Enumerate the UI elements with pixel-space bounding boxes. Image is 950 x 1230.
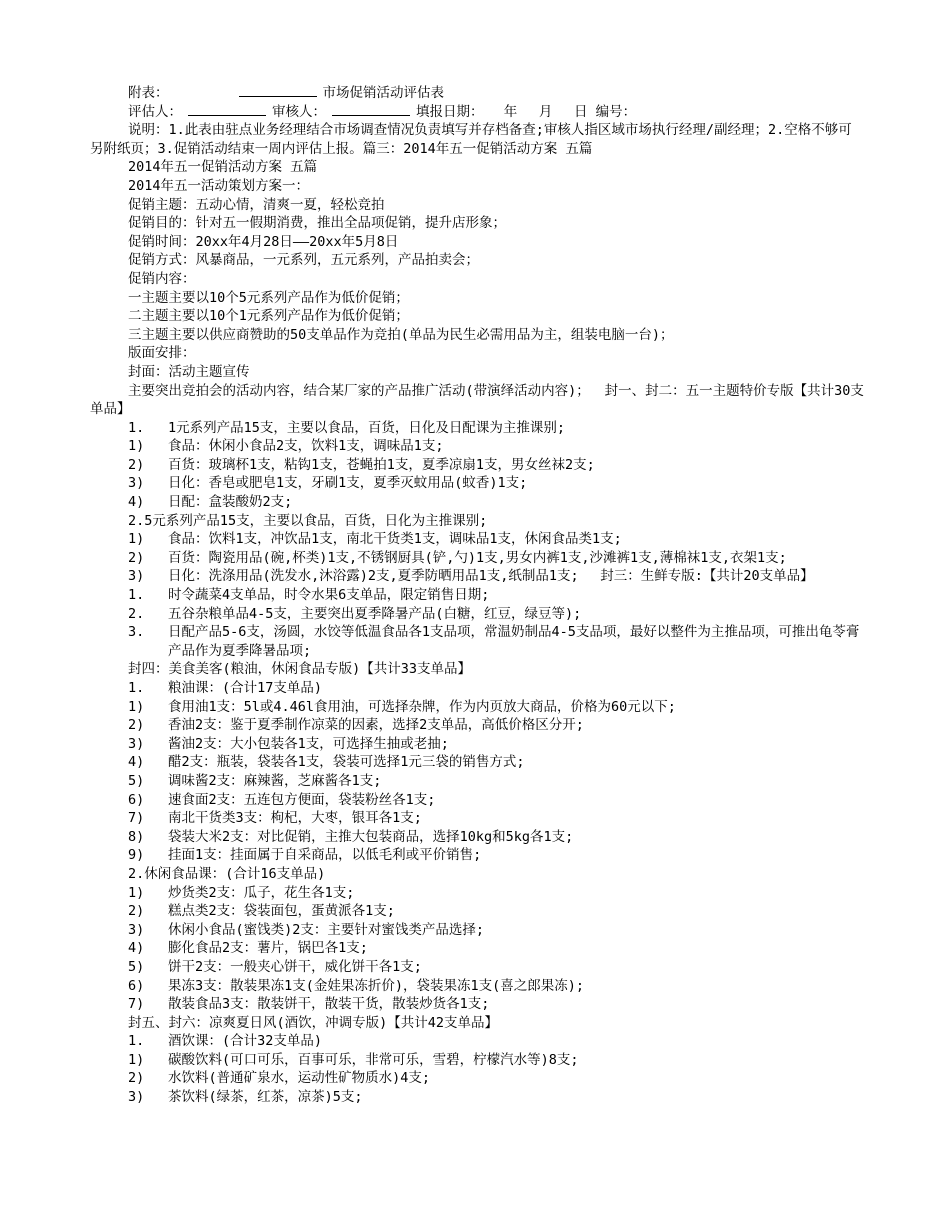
list-item: 3) 休闲小食品(蜜饯类)2支：主要针对蜜饯类产品选择;: [128, 921, 485, 938]
form-title: 市场促销活动评估表: [322, 85, 444, 101]
list-item: 1) 碳酸饮料(可口可乐，百事可乐，非常可乐，雪碧，柠檬汽水等)8支;: [128, 1051, 579, 1068]
section-5-title: 2.休闲食品课：(合计16支单品): [128, 865, 326, 882]
intro-line: 2014年五一活动策划方案一：: [128, 177, 310, 194]
list-item: 7) 散装食品3支：散装饼干，散装干货，散装炒货各1支;: [128, 996, 490, 1013]
list-item: 5) 饼干2支：一般夹心饼干，威化饼干各1支;: [128, 958, 422, 975]
list-item: 6) 果冻3支：散装果冻1支(金娃果冻折价)，袋装果冻1支(喜之郎果冻);: [128, 977, 585, 994]
list-item: 2) 百货：陶瓷用品(碗,杯类)1支,不锈钢厨具(铲,勺)1支,男女内裤1支,沙滩裤1支,薄棉袜1支,衣架1支;: [128, 549, 787, 566]
list-item: 1. 酒饮课：(合计32支单品): [128, 1033, 323, 1050]
list-item: 3) 茶饮料(绿茶，红茶，凉茶)5支;: [128, 1089, 363, 1106]
section-4-title: 封四：美食美客(粮油，休闲食品专版)【共计33支单品】: [128, 661, 472, 678]
list-item: 1. 1元系列产品15支，主要以食品，百货，日化及日配课为主推课别;: [128, 419, 566, 436]
assessor-blank: [188, 103, 266, 116]
list-item: 1) 炒货类2支：瓜子，花生各1支;: [128, 884, 355, 901]
section-1-list: [90, 419, 864, 512]
reviewer-label: 审核人：: [272, 103, 326, 120]
list-item: 2) 水饮料(普通矿泉水，运动性矿物质水)4支;: [128, 1070, 431, 1087]
intro-line: 促销方式：风暴商品，一元系列，五元系列，产品拍卖会；: [128, 252, 479, 269]
intro-line: 促销主题：五动心情，清爽一夏，轻松竞拍: [128, 196, 385, 213]
list-item: 2. 五谷杂粮单品4-5支，主要突出夏季降暑产品(白糖，红豆，绿豆等);: [128, 605, 582, 622]
intro-block: [90, 158, 864, 381]
list-item: 4) 日配：盒装酸奶2支;: [128, 494, 293, 511]
list-item: 7) 南北干货类3支：枸杞，大枣，银耳各1支;: [128, 810, 422, 827]
list-item: 8) 袋装大米2支：对比促销，主推大包装商品，选择10kg和5kg各1支;: [128, 828, 574, 845]
section-3-list: [90, 586, 864, 660]
note-paragraph: 说明：1.此表由驻点业务经理结合市场调查情况负责填写并存档备查;审核人指区域市场执行经理/副经理；2.空格不够可另附纸页；3.促销活动结束一周内评估上报。篇三：2014年五一促销活动方案 五篇: [90, 122, 852, 157]
intro-line: 一主题主要以10个5元系列产品作为低价促销；: [128, 289, 409, 306]
list-item: 1) 食品：饮料1支，冲饮品1支，南北干货类1支，调味品1支，休闲食品类1支;: [128, 531, 622, 548]
section-6-list: [90, 1032, 864, 1106]
section-4-list: [90, 679, 864, 865]
list-item: 6) 速食面2支：五连包方便面，袋装粉丝各1支;: [128, 791, 436, 808]
intro-line: 促销时间：20xx年4月28日——20xx年5月8日: [128, 233, 399, 250]
intro-line: 促销目的：针对五一假期消费，推出全品项促销，提升店形象；: [128, 215, 506, 232]
list-item: 2) 糕点类2支：袋装面包，蛋黄派各1支;: [128, 903, 395, 920]
list-item: 5) 调味酱2支：麻辣酱，芝麻酱各1支;: [128, 772, 382, 789]
list-item: 2) 香油2支：鉴于夏季制作凉菜的因素，选择2支单品，高低价格区分开;: [128, 717, 584, 734]
intro-line: 三主题主要以供应商赞助的50支单品作为竞拍(单品为民生必需用品为主，组装电脑一台)；: [128, 326, 674, 343]
section-2-list: [90, 530, 864, 586]
list-item: 3. 日配产品5-6支，汤圆，水饺等低温食品各1支品项，常温奶制品4-5支品项，最好以整件为主推品项，可推出龟苓膏产品作为夏季降暑品项;: [128, 624, 860, 659]
section-5-list: [90, 884, 864, 1014]
list-item: 3) 日化：洗涤用品(洗发水,沐浴露)2支,夏季防晒用品1支,纸制品1支; 封三：生鲜专版:【共计20支单品】: [128, 568, 814, 585]
list-item: 4) 醋2支：瓶装，袋装各1支，袋装可选择1元三袋的销售方式;: [128, 754, 525, 771]
intro-line: 2014年五一促销活动方案 五篇: [128, 159, 318, 176]
list-item: 1. 粮油课：(合计17支单品): [128, 680, 323, 696]
list-item: 4) 膨化食品2支：薯片，锅巴各1支;: [128, 940, 368, 957]
section-2-title: 2.5元系列产品15支，主要以食品，百货，日化为主推课别;: [128, 512, 488, 529]
header-line-1: [90, 84, 864, 103]
section-6-title: 封五、封六：凉爽夏日风(酒饮，冲调专版)【共计42支单品】: [128, 1014, 499, 1031]
date-number-label: 填报日期： 年 月 日 编号：: [416, 103, 637, 120]
intro-line: 封面：活动主题宣传: [128, 363, 250, 380]
list-item: 1. 时令蔬菜4支单品，时令水果6支单品，限定销售日期;: [128, 587, 490, 604]
header-line-2: [90, 103, 864, 122]
list-item: 2) 百货：玻璃杯1支，粘钩1支，苍蝇拍1支，夏季凉扇1支，男女丝袜2支;: [128, 456, 595, 473]
assessor-label: 评估人：: [128, 103, 182, 120]
intro-line: 促销内容：: [128, 270, 196, 287]
reviewer-blank: [332, 103, 410, 116]
list-item: 3) 日化：香皂或肥皂1支，牙刷1支，夏季灭蚊用品(蚊香)1支;: [128, 475, 528, 492]
list-item: 3) 酱油2支：大小包装各1支，可选择生抽或老抽;: [128, 735, 449, 752]
blank-field: [239, 84, 317, 97]
list-item: 1) 食用油1支：5l或4.46l食用油，可选择杂牌，作为内页放大商品，价格为60元以下;: [128, 698, 676, 715]
cover-note: 主要突出竞拍会的活动内容，结合某厂家的产品推广活动(带演绎活动内容)； 封一、封二：五一主题特价专版【共计30支单品】: [90, 382, 864, 418]
list-item: 1) 食品：休闲小食品2支，饮料1支，调味品1支;: [128, 438, 444, 455]
intro-line: 版面安排：: [128, 345, 196, 362]
list-item: 9) 挂面1支：挂面属于自采商品，以低毛利或平价销售;: [128, 847, 482, 864]
intro-line: 二主题主要以10个1元系列产品作为低价促销；: [128, 308, 409, 325]
attachment-label: 附表：: [128, 85, 169, 101]
